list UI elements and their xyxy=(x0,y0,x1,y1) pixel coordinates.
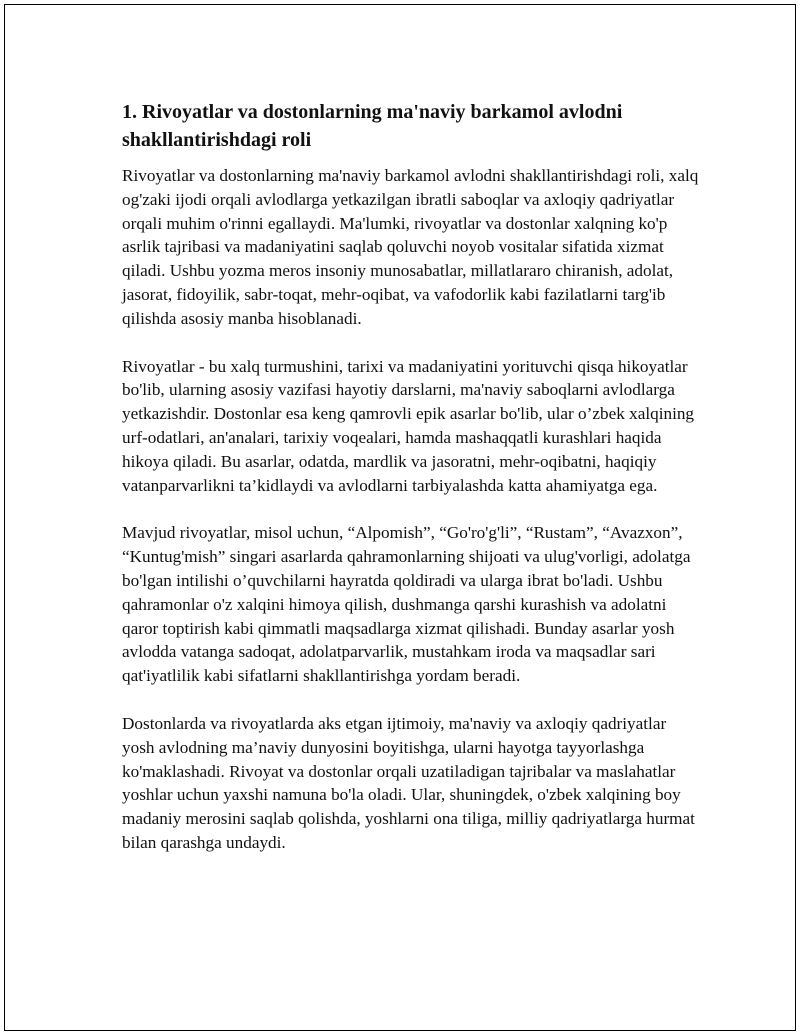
paragraph-4: Dostonlarda va rivoyatlarda aks etgan ijtimoiy, ma'naviy va axloqiy qadriyatlar yosh avlodning ma’naviy dunyosini boyitishga, ularni hayotga tayyorlashga ko'maklashadi. Rivoyat va dostonlar orqali uzatiladigan tajribalar va maslahatlar yoshlar uchun yaxshi namuna bo'la oladi. Ular, shuningdek, o'zbek xalqining boy madaniy merosini saqlab qolishda, yoshlarni ona tiliga, milliy qadriyatlarga hurmat bilan qarashga undaydi. xyxy=(122,713,695,852)
section-heading: 1. Rivoyatlar va dostonlarning ma'naviy barkamol avlodni shakllantirishdagi roli xyxy=(122,101,623,151)
page-frame xyxy=(4,4,796,1031)
paragraph-1: Rivoyatlar va dostonlarning ma'naviy barkamol avlodni shakllantirishdagi roli, xalq og'zaki ijodi orqali avlodlarga yetkazilgan ibratli saboqlar va axloqiy qadriyatlar orqali muhim o'rinni egallaydi. Ma'lumki, rivoyatlar va dostonlar xalqning ko'p asrlik tajribasi va madaniyatini saqlab qoluvchi noyob vositalar sifatida xizmat qiladi. Ushbu yozma meros insoniy munosabatlar, millatlararo chiranish, adolat, jasorat, fidoyilik, sabr-toqat, mehr-oqibat, va vafodorlik kabi fazilatlarni targ'ib qilishda asosiy manba hisoblanadi. xyxy=(122,166,699,328)
paragraph-2: Rivoyatlar - bu xalq turmushini, tarixi va madaniyatini yorituvchi qisqa hikoyatlar bo'lib, ularning asosiy vazifasi hayotiy darslarni, ma'naviy saboqlarni avlodlarga yetkazishdir. Dostonlar esa keng qamrovli epik asarlar bo'lib, ular o’zbek xalqining urf-odatlari, an'analari, tarixiy voqealari, hamda mashaqqatli kurashlari haqida hikoya qiladi. Bu asarlar, odatda, mardlik va jasoratni, mehr-oqibatni, haqiqiy vatanparvarlikni ta’kidlaydi va avlodlarni tarbiyalashda katta ahamiyatga ega. xyxy=(122,356,695,495)
document-body xyxy=(122,98,702,879)
paragraph-3: Mavjud rivoyatlar, misol uchun, “Alpomish”, “Go'ro'g'li”, “Rustam”, “Avazxon”, “Kuntug'mish” singari asarlarda qahramonlarning shijoati va ulug'vorligi, adolatga bo'lgan intilishi o’quvchilarni hayratda qoldiradi va ularga ibrat bo'ladi. Ushbu qahramonlar o'z xalqini himoya qilish, dushmanga qarshi kurashish va adolatni qaror toptirish kabi qimmatli maqsadlarga xizmat qilishadi. Bunday asarlar yosh avlodda vatanga sadoqat, adolatparvarlik, mustahkam iroda va maqsadlar sari qat'iyatlilik kabi sifatlarni shakllantirishga yordam beradi. xyxy=(122,523,691,686)
